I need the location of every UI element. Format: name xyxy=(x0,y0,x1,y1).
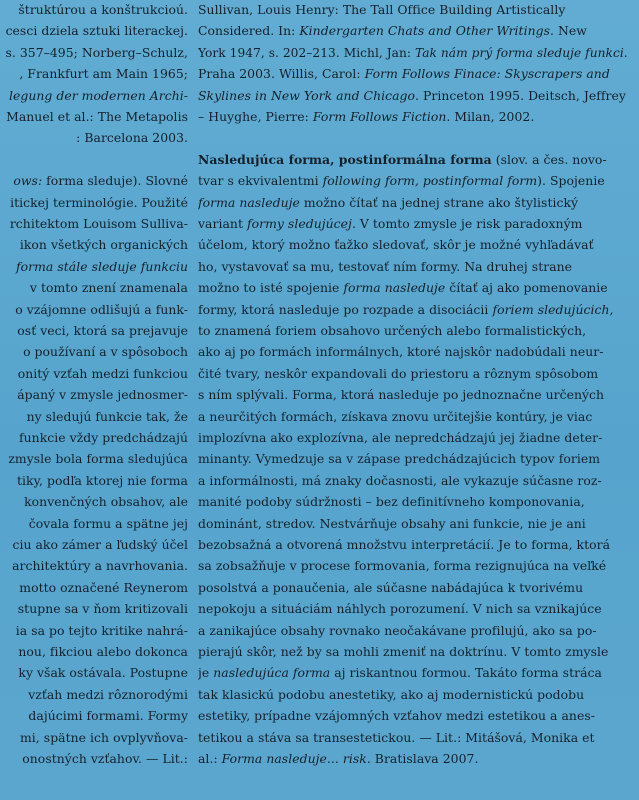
text-run: je xyxy=(198,665,214,681)
right-column-line xyxy=(198,450,630,468)
left-column-line xyxy=(0,108,188,126)
text-run: cesci dziela sztuki literackej. xyxy=(5,23,188,39)
text-run: onostných vzťahov. — Lit.: xyxy=(22,751,188,766)
text-run: forma stále sleduje funkciu xyxy=(16,258,188,274)
text-run: čítať aj ako pomenovanie xyxy=(445,280,608,296)
right-column-line xyxy=(198,408,630,426)
text-run: forma nasleduje xyxy=(343,280,446,296)
text-run: variant xyxy=(198,216,247,231)
text-run: . Milan, 2002. xyxy=(446,109,535,124)
left-column-line xyxy=(0,44,188,62)
left-column-line xyxy=(0,664,188,682)
left-column-line xyxy=(0,129,188,147)
left-column-line xyxy=(0,258,188,276)
right-column-line xyxy=(198,386,630,404)
left-column-line xyxy=(0,472,188,490)
text-run: dominánt, stredov. Nestvárňuje obsahy ani funkcie, nie je ani xyxy=(198,515,586,531)
text-run: tak klasickú podobu anestetiky, ako aj modernistickú podobu xyxy=(198,686,585,702)
left-column-line xyxy=(0,622,188,640)
text-run: ). Spojenie xyxy=(537,173,605,189)
text-run: itickej terminológie. Použité xyxy=(10,194,188,210)
text-run: Nasledujúca forma, postinformálna forma xyxy=(198,151,492,167)
text-run: a zanikajúce obsahy rovnako neočakávane profilujú, ako sa po- xyxy=(198,622,597,638)
text-run: osť veci, ktorá sa prejavuje xyxy=(17,323,188,338)
left-column-line xyxy=(0,408,188,426)
left-column-line xyxy=(0,194,188,212)
text-run: konvenčných obsahov, ale xyxy=(24,494,188,510)
text-run: a neurčitých formách, získava znovu určitejšie kontúry, je viac xyxy=(198,408,593,424)
text-run: s. 357–495; Norberg–Schulz, xyxy=(5,44,188,60)
right-column-line xyxy=(198,44,630,62)
right-column-line xyxy=(198,600,630,618)
text-run: . Bratislava 2007. xyxy=(366,751,479,766)
text-run: možno čítať na jednej strane ako štylistický xyxy=(299,194,579,210)
left-column-line xyxy=(0,87,188,105)
right-column-line xyxy=(198,686,630,704)
text-run: ciu ako zámer a ľudský účel xyxy=(12,537,188,552)
left-column-line xyxy=(0,386,188,404)
text-run: , Frankfurt am Main 1965; xyxy=(19,66,188,82)
left-column-line xyxy=(0,557,188,575)
right-column-line xyxy=(198,493,630,511)
right-column-line xyxy=(198,536,630,554)
text-run: York 1947, s. 202–213. Michl, Jan: xyxy=(198,45,415,60)
text-run: Forma nasleduje... risk xyxy=(221,751,367,766)
text-run: možno to isté spojenie xyxy=(198,280,344,296)
left-column-line xyxy=(0,579,188,597)
text-run: bezobsažná a otvorená množstvu interpretácií. Je to forma, ktorá xyxy=(198,537,611,552)
text-run: o vzájomne odlišujú a funk- xyxy=(15,301,188,317)
text-run: minanty. Vymedzuje sa v zápase predchádzajúcich typov foriem xyxy=(198,451,601,467)
left-column-line xyxy=(0,65,188,83)
right-column-line xyxy=(198,301,630,319)
left-column-line xyxy=(0,172,188,190)
text-run: forma sleduje). Slovné xyxy=(42,173,188,189)
right-column-line xyxy=(198,343,630,361)
text-run: ny sledujú funkcie tak, že xyxy=(26,408,188,424)
text-run: . New xyxy=(550,23,587,39)
text-run: (slov. a čes. novo- xyxy=(491,151,607,167)
right-column-line xyxy=(198,622,630,640)
text-run: posolstvá a ponaučenia, ale súčasne nabádajúca k tvorivému xyxy=(198,579,584,595)
text-run: formy sledujúcej xyxy=(246,216,352,231)
left-column-line xyxy=(0,707,188,725)
text-run: ikon všetkých organických xyxy=(19,237,188,253)
text-run: o používaní a v spôsoboch xyxy=(23,344,188,360)
left-column-line xyxy=(0,515,188,533)
left-column-line xyxy=(0,22,188,40)
text-run: : Barcelona 2003. xyxy=(76,130,188,146)
text-run: ows: xyxy=(13,173,43,189)
text-run: ápaný v zmysle jednosmer- xyxy=(17,387,188,403)
text-run: to znamená foriem obsahovo určených alebo formalistických, xyxy=(198,323,587,338)
right-column-line xyxy=(198,215,630,233)
left-column-line xyxy=(0,343,188,361)
text-run: Form Follows Fiction xyxy=(312,109,447,124)
left-column-line xyxy=(0,536,188,554)
right-column-line xyxy=(198,87,630,105)
text-run: Praha 2003. Willis, Carol: xyxy=(198,66,365,82)
text-run: štruktúrou a konštrukcioú. xyxy=(18,2,188,17)
left-column-line xyxy=(0,365,188,383)
left-column-line xyxy=(0,1,188,19)
text-run: Considered. In: xyxy=(198,23,300,39)
text-run: ako aj po formách informálnych, ktoré najskôr nadobúdali neur- xyxy=(198,344,604,360)
right-column-line xyxy=(198,194,630,212)
text-run: vzťah medzi rôznorodými xyxy=(28,686,188,702)
text-run: . V tomto zmysle je risk paradoxným xyxy=(351,216,583,231)
text-run: rchitektom Louisom Sulliva- xyxy=(9,216,188,231)
text-run: a informálnosti, má znaky dočasnosti, ale vykazuje súčasne roz- xyxy=(198,472,602,488)
text-run: mi, spätne ich ovplyvňova- xyxy=(20,729,188,745)
right-column-line xyxy=(198,151,630,169)
text-run: s ním splývali. Forma, ktorá nasleduje po jednoznačne určených xyxy=(198,387,605,403)
text-run: v tomto znení znamenala xyxy=(29,280,188,296)
right-column-line xyxy=(198,515,630,533)
text-run: nasledujúca forma xyxy=(213,665,331,681)
text-run: motto označené Reynerom xyxy=(19,579,188,595)
right-column-line xyxy=(198,365,630,383)
right-column-line xyxy=(198,258,630,276)
left-column-line xyxy=(0,301,188,319)
right-column-line xyxy=(198,729,630,747)
text-run: účelom, ktorý možno ťažko sledovať, skôr je možné vyhľadávať xyxy=(198,237,594,253)
text-run: tiky, podľa ktorej nie forma xyxy=(17,472,188,488)
text-run: onitý vzťah medzi funkciou xyxy=(17,365,188,381)
text-run: Sullivan, Louis Henry: The Tall Office Building Artistically xyxy=(198,2,566,17)
right-column-line xyxy=(198,172,630,190)
left-column-line xyxy=(0,493,188,511)
text-run: tetikou a stáva sa transestetickou. — Lit.: Mitášová, Monika et xyxy=(198,729,595,745)
left-column-line xyxy=(0,429,188,447)
right-column-line xyxy=(198,129,630,147)
text-run: legung der modernen Archi- xyxy=(8,87,188,103)
text-run: aj riskantnou formou. Takáto forma stráca xyxy=(330,665,602,681)
text-run: Skylines in New York and Chicago xyxy=(198,87,416,103)
text-run: dajúcimi formami. Formy xyxy=(28,708,188,724)
left-column-line xyxy=(0,322,188,340)
text-run: tvar s ekvivalentmi xyxy=(198,173,323,189)
text-run: – Huyghe, Pierre: xyxy=(198,109,313,124)
text-run: architektúry a navrhovania. xyxy=(12,558,188,574)
left-column-line xyxy=(0,750,188,768)
text-run: pierajú skôr, než by sa mohli zmeniť na doktrínu. V tomto zmysle xyxy=(198,644,609,659)
right-column-line xyxy=(198,108,630,126)
text-run: zmysle bola forma sledujúca xyxy=(8,451,188,467)
text-run: ky však ostávala. Postupne xyxy=(18,665,188,681)
text-run: sa zobsažňuje v procese formovania, forma rezignujúca na veľké xyxy=(198,558,607,574)
text-run: implozívna ako explozívna, ale nepredchádzajú jej žiadne deter- xyxy=(198,430,603,445)
right-column-line xyxy=(198,236,630,254)
right-column-line xyxy=(198,707,630,725)
text-run: manité podoby súdržnosti – bez definitívneho komponovania, xyxy=(198,494,585,510)
right-column-line xyxy=(198,472,630,490)
text-run: nou, fikciou alebo dokonca xyxy=(18,644,188,659)
right-column-line xyxy=(198,557,630,575)
text-run: čovala formu a spätne jej xyxy=(28,515,188,531)
right-column-line xyxy=(198,1,630,19)
right-column-line xyxy=(198,65,630,83)
text-run: ia sa po tejto kritike nahrá- xyxy=(15,622,188,638)
text-run: stupne sa v ňom kritizovali xyxy=(17,601,188,617)
right-column-line xyxy=(198,643,630,661)
text-run: . xyxy=(623,45,628,60)
right-column-line xyxy=(198,750,630,768)
text-run: estetiky, prípadne vzájomných vzťahov medzi estetikou a anes- xyxy=(198,708,595,724)
text-run: nepokoju a situáciám náhlych porozumení. V nich sa vznikajúce xyxy=(198,601,602,617)
left-column-line xyxy=(0,686,188,704)
text-run: čité tvary, neskôr expandovali do priestoru a rôznym spôsobom xyxy=(198,365,599,381)
left-column-line xyxy=(0,279,188,297)
text-run: ho, vystavovať sa mu, testovať ním formy. Na druhej strane xyxy=(198,258,573,274)
text-run: following form, postinformal form xyxy=(322,173,538,189)
right-column-line xyxy=(198,279,630,297)
right-column-line xyxy=(198,579,630,597)
text-run: funkcie vždy predchádzajú xyxy=(19,430,188,445)
left-column-line xyxy=(0,450,188,468)
left-column-line xyxy=(0,151,188,169)
left-column-line xyxy=(0,729,188,747)
text-run: , xyxy=(609,301,614,317)
text-run: forma nasleduje xyxy=(198,194,300,210)
right-column-line xyxy=(198,22,630,40)
left-column-line xyxy=(0,236,188,254)
text-run: Kindergarten Chats and Other Writings xyxy=(299,23,551,39)
right-column-line xyxy=(198,664,630,682)
right-column-line xyxy=(198,429,630,447)
left-column-line xyxy=(0,215,188,233)
right-column-line xyxy=(198,322,630,340)
left-column-line xyxy=(0,643,188,661)
text-run: formy, ktorá nasleduje po rozpade a disociácii xyxy=(198,301,493,317)
text-run: foriem sledujúcich xyxy=(492,301,610,317)
text-run: Tak nám prý forma sleduje funkci xyxy=(414,45,624,60)
text-run: Manuel et al.: The Metapolis xyxy=(6,109,188,124)
left-column-line xyxy=(0,600,188,618)
text-run: . Princeton 1995. Deitsch, Jeffrey xyxy=(415,87,626,103)
text-run: al.: xyxy=(198,751,222,766)
text-run: Form Follows Finace: Skyscrapers and xyxy=(364,66,610,82)
